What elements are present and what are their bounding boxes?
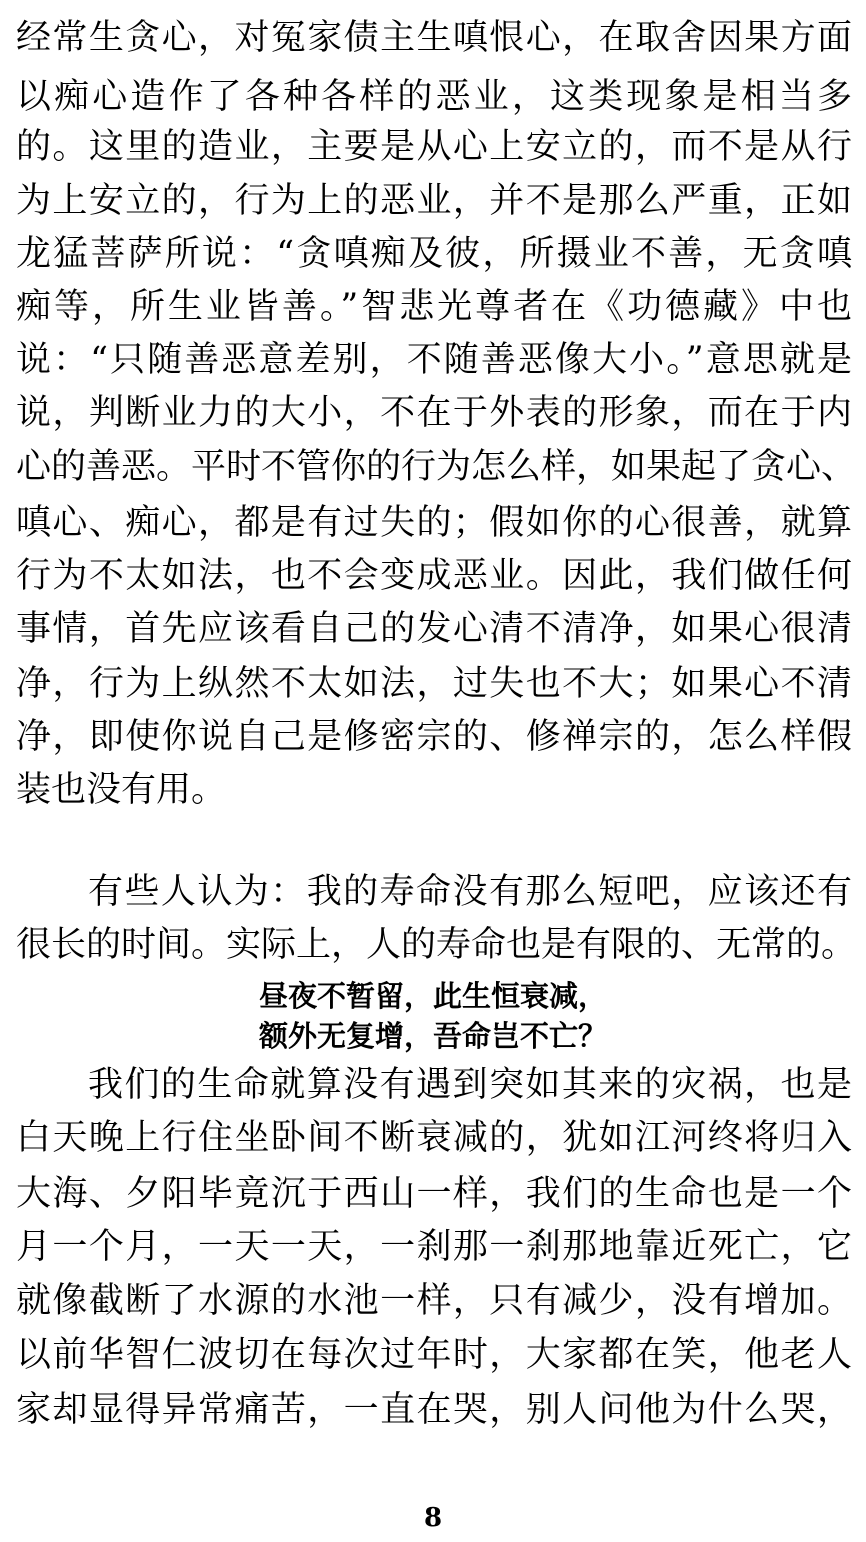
verse-line: 昼夜不暂留，此生恒衰减， (258, 979, 607, 1013)
text-line: 大海、夕阳毕竟沉于西山一样，我们的生命也是一个 (16, 1174, 852, 1214)
text-line: 心的善恶。平时不管你的行为怎么样，如果起了贪心、 (16, 447, 857, 487)
text-line: 说：“只随善恶意差别，不随善恶像大小。”意思就是 (16, 340, 852, 380)
text-line: 以前华智仁波切在每次过年时，大家都在笑，他老人 (16, 1335, 852, 1375)
text-line: 家却显得异常痛苦，一直在哭，别人问他为什么哭， (16, 1390, 852, 1430)
text-line: 痴等，所生业皆善。”智悲光尊者在《功德藏》中也 (16, 287, 852, 327)
text-line: 行为不太如法，也不会变成恶业。因此，我们做任何 (16, 556, 852, 596)
text-line: 经常生贪心，对冤家债主生嗔恨心，在取舍因果方面 (16, 18, 852, 58)
verse-line: 额外无复增，吾命岂不亡？ (258, 1019, 607, 1053)
text-line: 月一个月，一天一天，一刹那一刹那地靠近死亡，它 (16, 1227, 852, 1267)
text-line: 说，判断业力的大小，不在于外表的形象，而在于内 (16, 393, 852, 433)
text-line: 很长的时间。实际上，人的寿命也是有限的、无常的。 (16, 925, 857, 965)
page-number: 8 (423, 1503, 443, 1533)
text-line: 白天晚上行住坐卧间不断衰减的，犹如江河终将归入 (16, 1118, 852, 1158)
text-line: 净，即使你说自己是修密宗的、修禅宗的，怎么样假 (16, 717, 852, 757)
text-line: 净，行为上纵然不太如法，过失也不大；如果心不清 (16, 664, 852, 704)
text-line: 事情，首先应该看自己的发心清不清净，如果心很清 (16, 609, 852, 649)
text-line: 龙猛菩萨所说：“贪嗔痴及彼，所摄业不善，无贪嗔 (16, 234, 852, 274)
text-line: 有些人认为：我的寿命没有那么短吧，应该还有 (88, 872, 852, 912)
text-line: 的。这里的造业，主要是从心上安立的，而不是从行 (16, 127, 852, 167)
text-line: 为上安立的，行为上的恶业，并不是那么严重，正如 (16, 181, 852, 221)
text-line: 装也没有用。 (16, 770, 227, 810)
text-line: 嗔心、痴心，都是有过失的；假如你的心很善，就算 (16, 503, 852, 543)
text-line: 就像截断了水源的水池一样，只有减少，没有增加。 (16, 1281, 852, 1321)
text-line: 我们的生命就算没有遇到突如其来的灾祸，也是 (88, 1065, 852, 1105)
text-line: 以痴心造作了各种各样的恶业，这类现象是相当多 (16, 77, 852, 117)
